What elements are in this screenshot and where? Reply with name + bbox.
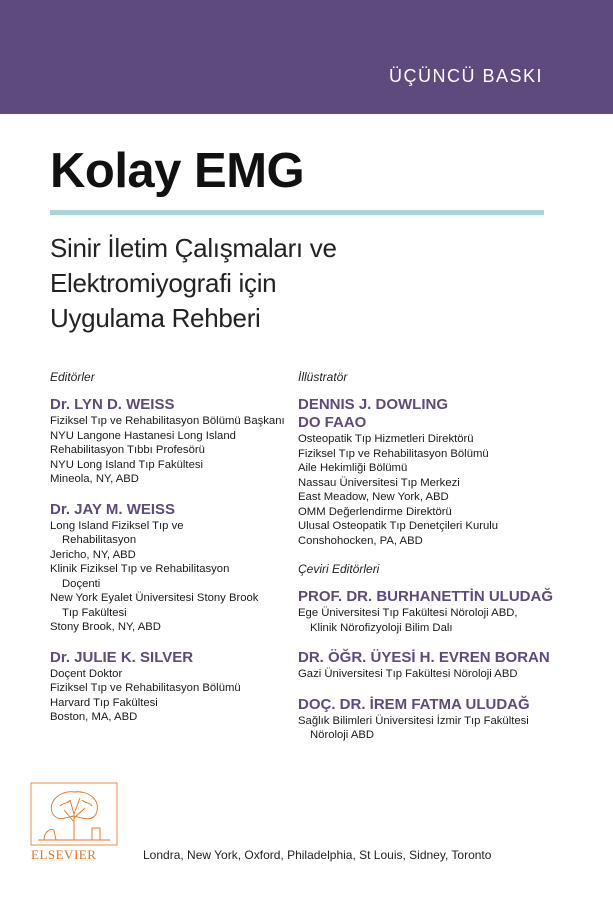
affiliation-line: Long Island Fiziksel Tıp ve [50, 519, 184, 532]
translation-editor-entry [298, 649, 598, 682]
affiliation-line: Gazi Üniversitesi Tıp Fakültesi Nöroloji ABD [298, 668, 518, 680]
illustrator-label: İllüstratör [298, 370, 348, 384]
translation-editor-name: DOÇ. DR. İREM FATMA ULUDAĞ [298, 695, 530, 713]
subtitle-line: Uygulama Rehberi [50, 303, 261, 333]
affiliation-line: Mineola, NY, ABD [50, 473, 139, 485]
affiliation-line: Harvard Tıp Fakültesi [50, 696, 158, 709]
translation-editors-label: Çeviri Editörleri [298, 562, 380, 576]
editor-name: Dr. JULIE K. SILVER [50, 648, 194, 666]
affiliation-line: Fiziksel Tıp ve Rehabilitasyon Bölümü [298, 447, 489, 460]
affiliation-line: Sağlık Bilimleri Üniversitesi İzmir Tıp Fakültesi [298, 714, 529, 727]
affiliation-line: Doçent Doktor [50, 667, 123, 680]
publisher-cities: Londra, New York, Oxford, Philadelphia, St Louis, Sidney, Toronto [143, 848, 492, 862]
translation-editor-entry [298, 696, 598, 743]
translation-editor-name: DR. ÖĞR. ÜYESİ H. EVREN BORAN [298, 649, 550, 666]
editor-name: Dr. JAY M. WEISS [50, 500, 176, 518]
illustrator-name: DENNIS J. DOWLING [298, 396, 449, 413]
affiliation-line: NYU Long Island Tıp Fakültesi [50, 458, 204, 471]
editors-column [50, 370, 295, 739]
contributors-column [298, 370, 598, 757]
illustrator-entry [298, 396, 598, 548]
affiliation-line: Fiziksel Tıp ve Rehabilitasyon Bölümü [50, 682, 241, 694]
translation-editor-entry [298, 588, 598, 635]
publisher-name: ELSEVIER [31, 847, 97, 862]
editor-name: Dr. LYN D. WEISS [50, 396, 175, 413]
affiliation-line: Tıp Fakültesi [62, 606, 127, 619]
affiliation-line: Conshohocken, PA, ABD [298, 534, 423, 547]
affiliation-line: OMM Değerlendirme Direktörü [298, 505, 452, 518]
editor-entry [50, 396, 295, 487]
affiliation-line: Stony Brook, NY, ABD [50, 621, 161, 633]
edition-label: ÜÇÜNCÜ BASKI [388, 66, 543, 86]
affiliation-line: Fiziksel Tıp ve Rehabilitasyon Bölümü Başkanı [50, 415, 285, 427]
title-rule [50, 210, 544, 215]
affiliation-line: Rehabilitasyon Tıbbı Profesörü [50, 444, 205, 456]
affiliation-line: New York Eyalet Üniversitesi Stony Brook [50, 592, 259, 604]
editors-label: Editörler [50, 370, 95, 384]
translation-editor-name: PROF. DR. BURHANETTİN ULUDAĞ [298, 588, 553, 605]
editor-entry [50, 501, 295, 635]
affiliation-line: Doçenti [62, 577, 101, 590]
subtitle-line: Sinir İletim Çalışmaları ve [50, 233, 337, 263]
affiliation-line: Ulusal Osteopatik Tıp Denetçileri Kurulu [298, 520, 499, 532]
subtitle-line: Elektromiyografi için [50, 268, 277, 298]
affiliation-line: Rehabilitasyon [62, 534, 137, 546]
affiliation-line: Ege Üniversitesi Tıp Fakültesi Nöroloji ABD, [298, 607, 518, 619]
affiliation-line: Jericho, NY, ABD [50, 548, 136, 561]
top-band [0, 0, 613, 114]
editor-entry [50, 649, 295, 725]
affiliation-line: Nöroloji ABD [310, 729, 375, 741]
illustrator-degree: DO FAAO [298, 414, 367, 431]
affiliation-line: Nassau Üniversitesi Tıp Merkezi [298, 476, 460, 489]
affiliation-line: Boston, MA, ABD [50, 711, 138, 723]
affiliation-line: Osteopatik Tıp Hizmetleri Direktörü [298, 433, 474, 445]
affiliation-line: Klinik Nörofizyoloji Bilim Dalı [310, 621, 453, 634]
affiliation-line: NYU Langone Hastanesi Long Island [50, 429, 236, 442]
affiliation-line: Klinik Fiziksel Tıp ve Rehabilitasyon [50, 563, 230, 575]
affiliation-line: Aile Hekimliği Bölümü [298, 462, 408, 474]
book-subtitle [50, 231, 550, 336]
book-title: Kolay EMG [50, 144, 305, 198]
affiliation-line: East Meadow, New York, ABD [298, 491, 449, 503]
